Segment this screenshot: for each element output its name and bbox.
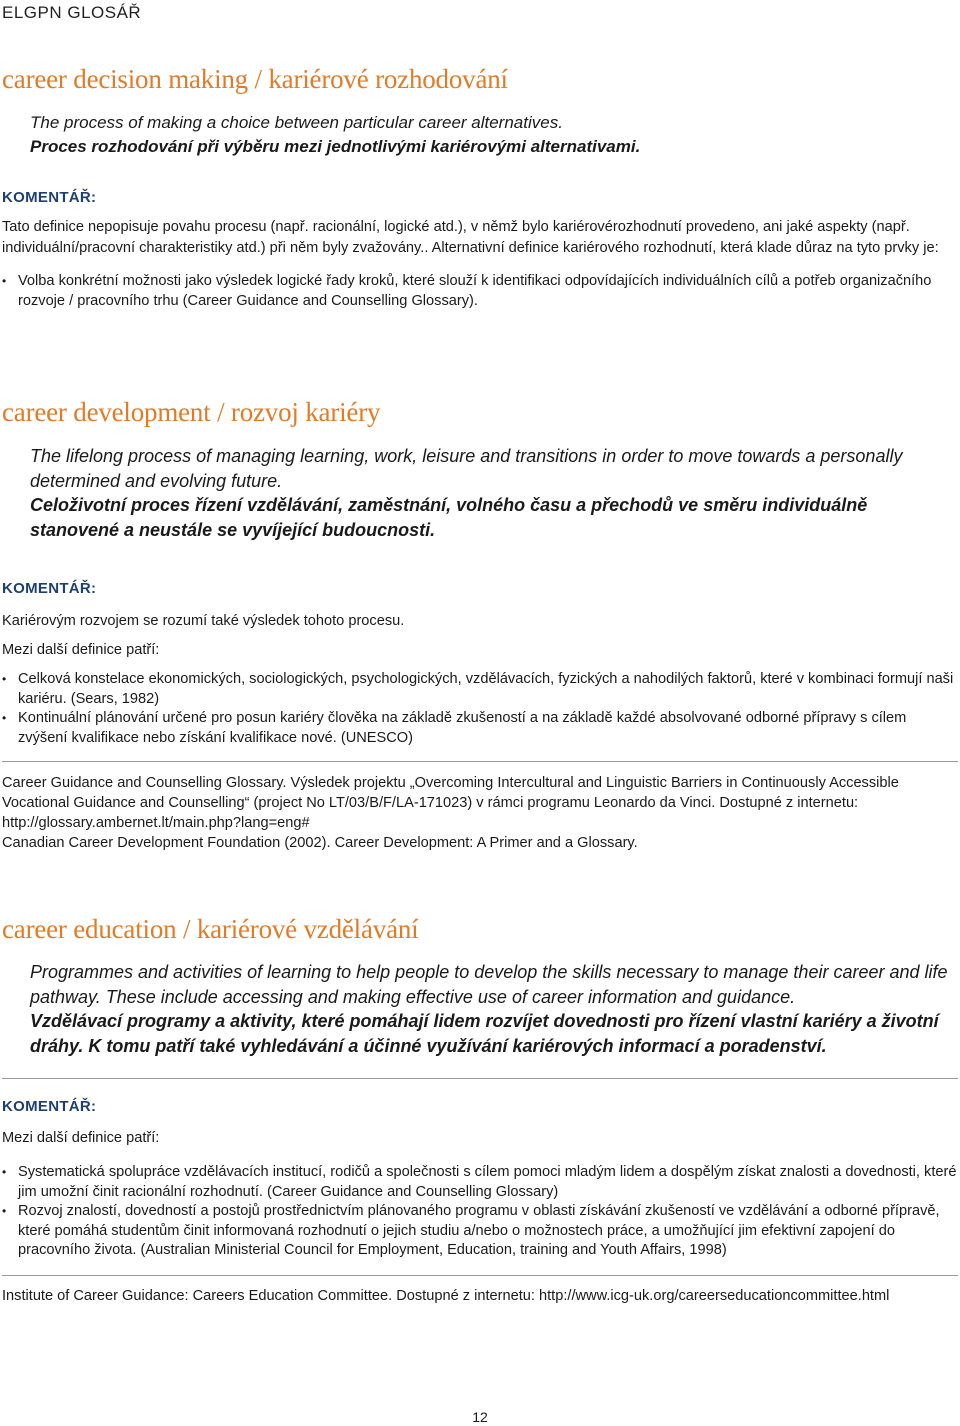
definition-block [30, 444, 958, 542]
definition-czech: Celoživotní proces řízení vzdělávání, zaměstnání, volného času a přechodů ve směru individuálně stanovené a neustále se vyvíjející budoucnosti. [30, 495, 868, 540]
comment-text: Mezi další definice patří: [2, 642, 160, 658]
comment-label: KOMENTÁŘ: [2, 1098, 97, 1115]
divider [2, 761, 958, 762]
entry-career-development [2, 397, 958, 853]
term-heading: career education / kariérové vzdělávání [2, 914, 419, 944]
definition-czech: Vzdělávací programy a aktivity, které pomáhají lidem rozvíjet dovednosti pro řízení vlastní kariéry a životní dráhy. K tomu patří také vyhledávání a účinné využívání kariérových informací a poradenství. [30, 1011, 939, 1056]
comment-text: Kariérovým rozvojem se rozumí také výsledek tohoto procesu. [2, 613, 405, 629]
reference-item: Institute of Career Guidance: Careers Education Committee. Dostupné z internetu: http://www.icg-uk.org/careerseducationcommittee.html [2, 1287, 890, 1304]
list-item: • Volba konkrétní možnosti jako výsledek logické řady kroků, které slouží k identifikaci odpovídajících individuálních cílů a potřeb organizačního rozvoje / pracovního trhu (Career Guidance and Counselling Glossary). [2, 271, 958, 311]
definition-english: Programmes and activities of learning to help people to develop the skills necessary to manage their career and life pathway. These include accessing and making effective use of career information and guidance. [30, 962, 948, 1007]
list-item: • Kontinuální plánování určené pro posun kariéry člověka na základě zkušeností a na základě každé absolvované odborné přípravy s cílem zvýšení kvalifikace nebo získání kvalifikace nové. (UNESCO) [2, 709, 958, 748]
reference-item: Canadian Career Development Foundation (2002). Career Development: A Primer and a Glossary. [2, 835, 638, 851]
page-number: 12 [472, 1409, 488, 1425]
bullet-list [2, 271, 958, 311]
comment-text: Tato definice nepopisuje povahu procesu (např. racionální, logické atd.), v němž bylo kariérovérozhodnutí provedeno, ani jaké aspekty (např. individuální/pracovní charakteristiky atd.) při něm byly zvažovány.. Alternativní definice kariérového rozhodnutí, která klade důraz na tyto prvky je: [2, 219, 939, 256]
definition-english: The process of making a choice between particular career alternatives. [30, 113, 563, 132]
bullet-list [2, 670, 958, 748]
comment-text: Mezi další definice patří: [2, 1130, 160, 1146]
divider [2, 1078, 958, 1079]
term-heading: career decision making / kariérové rozhodování [2, 64, 508, 94]
references [2, 1286, 958, 1306]
definition-block [30, 111, 958, 159]
entry-career-education [2, 914, 958, 1306]
list-item: • Celková konstelace ekonomických, sociologických, psychologických, vzdělávacích, fyzických a nahodilých faktorů, které v kombinaci formují naši kariéru. (Sears, 1982) [2, 670, 958, 709]
definition-block [30, 960, 958, 1058]
comment-label: KOMENTÁŘ: [2, 580, 97, 597]
entry-career-decision-making [2, 64, 958, 311]
bullet-list [2, 1163, 958, 1261]
references [2, 773, 958, 853]
definition-english: The lifelong process of managing learning, work, leisure and transitions in order to move towards a personally determined and evolving future. [30, 446, 903, 491]
comment-label: KOMENTÁŘ: [2, 189, 97, 206]
divider [2, 1275, 958, 1276]
term-heading: career development / rozvoj kariéry [2, 397, 381, 427]
document-header: ELGPN GLOSÁŘ [2, 3, 142, 22]
definition-czech: Proces rozhodování při výběru mezi jednotlivými kariérovými alternativami. [30, 137, 641, 156]
list-item: • Rozvoj znalostí, dovedností a postojů prostřednictvím plánovaného programu v oblasti získávání zkušeností ve vzdělávání a odborné přípravě, které pomáhá studentům činit informovaná rozhodnutí o jejich studiu a/nebo o možnostech práce, a umožňující jim efektivní zapojení do pracovního života. (Australian Ministerial Council for Employment, Education, training and Youth Affairs, 1998) [2, 1202, 958, 1261]
list-item: • Systematická spolupráce vzdělávacích institucí, rodičů a společnosti s cílem pomoci mladým lidem a dospělým získat znalosti a dovednosti, které jim umožní činit racionální rozhodnutí. (Career Guidance and Counselling Glossary) [2, 1163, 958, 1202]
reference-item: Career Guidance and Counselling Glossary. Výsledek projektu „Overcoming Intercultural and Linguistic Barriers in Continuously Accessible Vocational Guidance and Counselling“ (project No LT/03/B/F/LA-171023) v rámci programu Leonardo da Vinci. Dostupné z internetu: http://glossary.ambernet.lt/main.php?lang=eng# [2, 775, 899, 831]
